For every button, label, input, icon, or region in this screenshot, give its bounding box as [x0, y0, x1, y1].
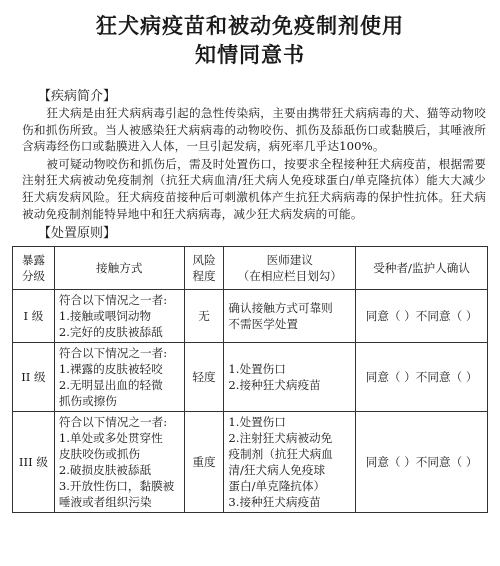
- advice-line: 不需医学处置: [228, 317, 298, 332]
- contact-line: 1.裸露的皮肤被轻咬: [58, 362, 163, 377]
- table-header-row: [13, 247, 488, 290]
- header-risk-line2: 程度: [192, 269, 216, 284]
- risk-cell: 轻度: [184, 343, 224, 412]
- document-title-line1: 狂犬病疫苗和被动免疫制剂使用: [96, 14, 404, 38]
- contact-line: 符合以下情况之一者:: [58, 293, 168, 308]
- advice-line: 确认接触方式可靠则: [228, 301, 333, 316]
- level-cell: II 级: [13, 343, 55, 412]
- advice-line: 疫制剂（抗狂犬病血: [228, 447, 333, 462]
- treatment-paragraph: 被可疑动物咬伤和抓伤后，需及时处置伤口，按要求全程接种狂犬病疫苗，根据需要注射狂犬病被动免疫制剂（抗狂犬病血清/狂犬病人免疫球蛋白/单克隆抗体）能大大减少狂犬病发病风险。狂犬病疫苗接种后可刺激机体产生抗狂犬病病毒的保护性抗体。狂犬病被动免疫制剂能特异地中和狂犬病病毒，减少狂犬病发病的可能。: [22, 156, 486, 221]
- contact-line: 3.开放性伤口，黏膜被: [58, 479, 175, 494]
- disease-intro-paragraph: 狂犬病是由狂犬病病毒引起的急性传染病，主要由携带狂犬病病毒的犬、猫等动物咬伤和抓伤所致。当人被感染狂犬病病毒的动物咬伤、抓伤及舔舐伤口或黏膜后，其唾液所含病毒经伤口或黏膜进入人体，一旦引起发病，病死率几乎达100%。: [22, 106, 486, 154]
- consent-choice[interactable]: 同意（ ）不同意（ ）: [356, 412, 488, 513]
- contact-cell: [54, 412, 184, 513]
- advice-line: 1.处置伤口: [228, 415, 286, 430]
- contact-cell: [54, 290, 184, 343]
- section-heading-disease: 【疾病简介】: [38, 89, 117, 104]
- level-cell: III 级: [13, 412, 55, 513]
- contact-line: 1.接触或喂饲动物: [58, 309, 152, 324]
- contact-line: 1.单处或多处贯穿性: [58, 431, 163, 446]
- consent-choice[interactable]: 同意（ ）不同意（ ）: [356, 290, 488, 343]
- advice-cell: [224, 412, 356, 513]
- contact-line: 2.完好的皮肤被舔舐: [58, 325, 163, 340]
- header-risk-line1: 风险: [192, 253, 216, 268]
- header-confirm: 受种者/监护人确认: [356, 247, 488, 290]
- section-heading-principles: 【处置原则】: [38, 226, 117, 242]
- exposure-table: [12, 246, 488, 513]
- header-level: [13, 247, 55, 290]
- contact-line: 皮肤咬伤或抓伤: [58, 447, 141, 462]
- advice-line: 1.处置伤口: [228, 362, 286, 377]
- table-row: [13, 412, 488, 513]
- table-row: [13, 290, 488, 343]
- contact-line: 唾液或者组织污染: [58, 495, 152, 510]
- consent-choice[interactable]: 同意（ ）不同意（ ）: [356, 343, 488, 412]
- advice-line: 2.接种狂犬病疫苗: [228, 378, 321, 393]
- contact-line: 符合以下情况之一者:: [58, 415, 168, 430]
- risk-cell: 无: [184, 290, 224, 343]
- advice-cell: [224, 290, 356, 343]
- contact-cell: [54, 343, 184, 412]
- header-advice-line2: （在相应栏目划勾）: [237, 269, 342, 284]
- advice-line: 3.接种狂犬病疫苗: [228, 495, 321, 510]
- header-contact: 接触方式: [54, 247, 184, 290]
- header-level-line1: 暴露: [21, 253, 46, 268]
- contact-line: 2.无明显出血的轻微: [58, 378, 163, 393]
- advice-line: 清/狂犬病人免疫球: [228, 463, 326, 478]
- level-cell: I 级: [13, 290, 55, 343]
- advice-line: 2.注射狂犬病被动免: [228, 431, 333, 446]
- header-advice: [224, 247, 356, 290]
- contact-line: 抓伤或擦伤: [58, 394, 117, 409]
- document-title-line2: 知情同意书: [195, 43, 305, 67]
- header-level-line2: 分级: [21, 269, 46, 284]
- advice-cell: [224, 343, 356, 412]
- header-risk: [184, 247, 224, 290]
- table-row: [13, 343, 488, 412]
- advice-line: 蛋白/单克隆抗体）: [228, 479, 326, 494]
- contact-line: 2.破损皮肤被舔舐: [58, 463, 152, 478]
- contact-line: 符合以下情况之一者:: [58, 346, 168, 361]
- header-advice-line1: 医师建议: [266, 253, 313, 268]
- risk-cell: 重度: [184, 412, 224, 513]
